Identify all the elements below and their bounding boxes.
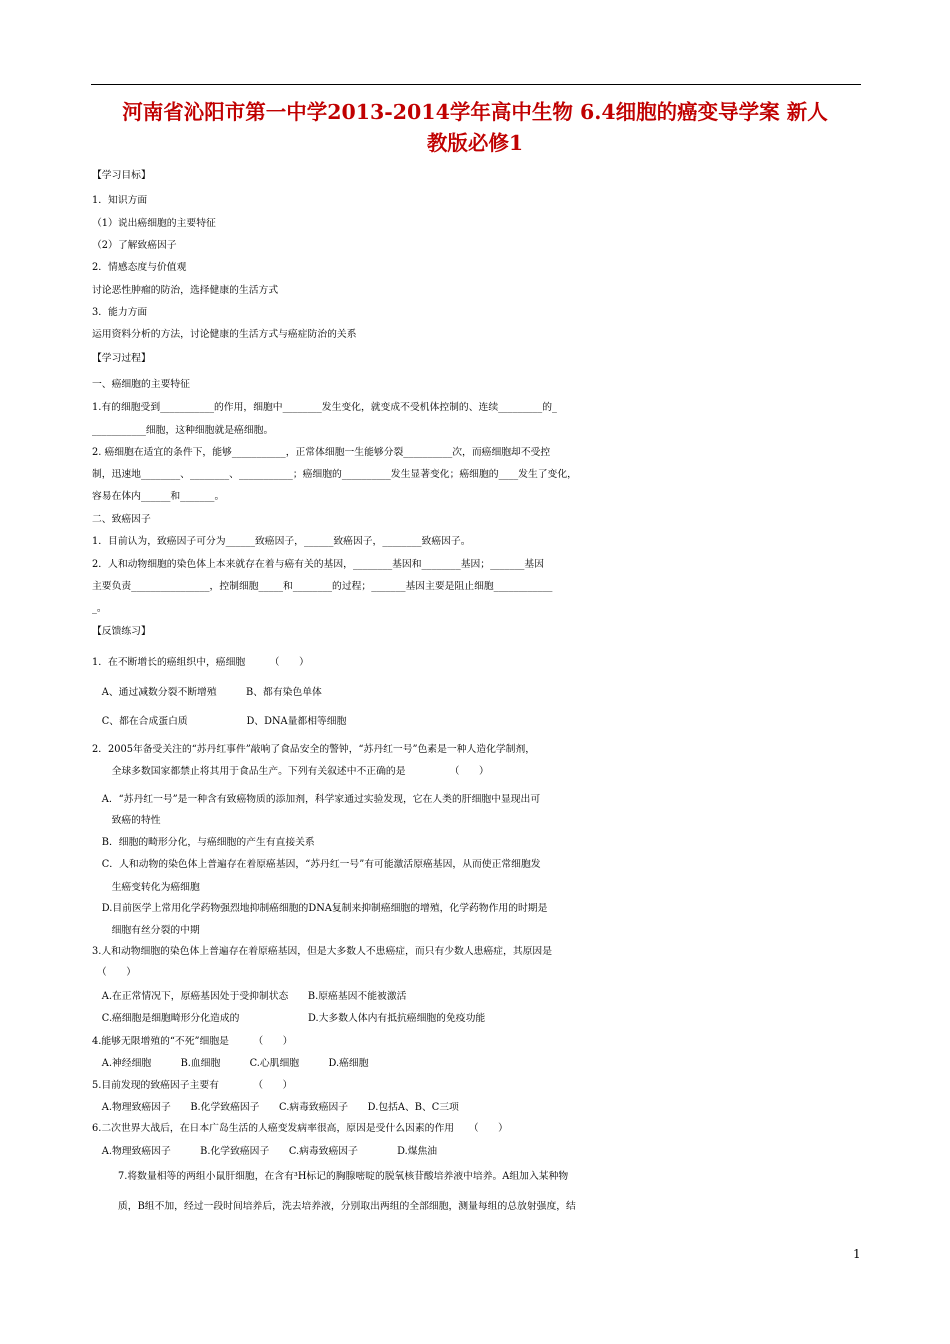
text-line: 4.能够无限增殖的“不死”细胞是 （ ） xyxy=(92,1036,293,1047)
document-title xyxy=(80,97,870,159)
text-line: 1．知识方面 xyxy=(92,195,148,206)
text-line: 3.人和动物细胞的染色体上普遍存在着原癌基因，但是大多数人不患癌症，而只有少数人患癌症，其原因是 xyxy=(92,946,553,957)
text-line: （2）了解致癌因子 xyxy=(92,240,177,251)
text-line: 2．情感态度与价值观 xyxy=(92,262,187,273)
text-line: B．细胞的畸形分化，与癌细胞的产生有直接关系 xyxy=(92,837,315,848)
text-line: 运用资料分析的方法，讨论健康的生活方式与癌症防治的关系 xyxy=(92,329,357,340)
text-line: A.在正常情况下，原癌基因处于受抑制状态 B.原癌基因不能被激活 xyxy=(92,991,407,1002)
text-line: A.物理致癌因子 B.化学致癌因子 C.病毒致癌因子 D.煤焦油 xyxy=(92,1146,438,1157)
text-line: 【反馈练习】 xyxy=(92,626,151,637)
text-line: A.物理致癌因子 B.化学致癌因子 C.病毒致癌因子 D.包括A、B、C三项 xyxy=(92,1102,459,1113)
text-line: （1）说出癌细胞的主要特征 xyxy=(92,218,216,229)
text-line: 主要负责________________，控制细胞_____和________的过程；_______基因主要是阻止细胞____________ xyxy=(92,581,553,592)
text-line: 3．能力方面 xyxy=(92,307,148,318)
text-line: 质，B组不加，经过一段时间培养后，洗去培养液，分别取出两组的全部细胞，测量每组的总放射强度，结 xyxy=(118,1201,576,1212)
title-line-1: 河南省沁阳市第一中学2013-2014学年高中生物 6.4细胞的癌变导学案 新人 xyxy=(122,100,828,124)
text-line: C、都在合成蛋白质 D、DNA量都相等细胞 xyxy=(92,716,347,727)
text-line: 2．人和动物细胞的染色体上本来就存在着与癌有关的基因，________基因和________基因；_______基因 xyxy=(92,559,544,570)
text-line: 6.二次世界大战后，在日本广岛生活的人癌变发病率很高，原因是受什么因素的作用 （ ） xyxy=(92,1123,508,1134)
text-line: 生癌变转化为癌细胞 xyxy=(92,882,200,893)
text-line: 容易在体内______和_______。 xyxy=(92,491,225,502)
text-line: A、通过减数分裂不断增殖 B、都有染色单体 xyxy=(92,687,322,698)
text-line: C．人和动物的染色体上普遍存在着原癌基因，“苏丹红一号”有可能激活原癌基因，从而使正常细胞发 xyxy=(92,859,541,870)
text-line: 全球多数国家都禁止将其用于食品生产。下列有关叙述中不正确的是 （ ） xyxy=(92,766,489,777)
text-line: 1．目前认为，致癌因子可分为______致癌因子，______致癌因子，________致癌因子。 xyxy=(92,536,471,547)
text-line: 7.将数量相等的两组小鼠肝细胞，在含有³H标记的胸腺嘧啶的脱氧核苷酸培养液中培养。A组加入某种物 xyxy=(118,1171,569,1182)
text-line: 制，迅速地________、________、___________；癌细胞的__________发生显著变化；癌细胞的____发生了变化， xyxy=(92,469,577,480)
text-line: （ ） xyxy=(92,967,137,978)
header-rule xyxy=(91,84,861,85)
text-line: 2. 癌细胞在适宜的条件下，能够___________，正常体细胞一生能够分裂__________次，而癌细胞却不受控 xyxy=(92,447,551,458)
text-line: 一、癌细胞的主要特征 xyxy=(92,379,190,390)
text-line: A．“苏丹红一号”是一种含有致癌物质的添加剂，科学家通过实验发现，它在人类的肝细胞中显现出可 xyxy=(92,794,541,805)
text-line: _。 xyxy=(92,603,107,614)
text-line: 1.有的细胞受到___________的作用，细胞中________发生变化，就变成不受机体控制的、连续_________的_ xyxy=(92,402,557,413)
text-line: 5.目前发现的致癌因子主要有 （ ） xyxy=(92,1080,293,1091)
text-line: C.癌细胞是细胞畸形分化造成的 D.大多数人体内有抵抗癌细胞的免疫功能 xyxy=(92,1013,486,1024)
text-line: 细胞有丝分裂的中期 xyxy=(92,925,200,936)
text-line: 致癌的特性 xyxy=(92,815,161,826)
text-line: 【学习目标】 xyxy=(92,170,151,181)
page-number: 1 xyxy=(853,1247,861,1261)
title-line-2: 教版必修1 xyxy=(426,131,524,155)
text-line: 二、致癌因子 xyxy=(92,514,151,525)
text-line: 【学习过程】 xyxy=(92,353,151,364)
text-line: 1．在不断增长的癌组织中，癌细胞 （ ） xyxy=(92,657,309,668)
text-line: 讨论恶性肿瘤的防治，选择健康的生活方式 xyxy=(92,285,279,296)
text-line: A.神经细胞 B.血细胞 C.心肌细胞 D.癌细胞 xyxy=(92,1058,369,1069)
text-line: 2．2005年备受关注的“苏丹红事件”敲响了食品安全的警钟，“苏丹红一号”色素是一种人造化学制剂， xyxy=(92,744,536,755)
text-line: ___________细胞，这种细胞就是癌细胞。 xyxy=(92,425,274,436)
text-line: D.目前医学上常用化学药物强烈地抑制癌细胞的DNA复制来抑制癌细胞的增殖，化学药物作用的时期是 xyxy=(92,903,548,914)
